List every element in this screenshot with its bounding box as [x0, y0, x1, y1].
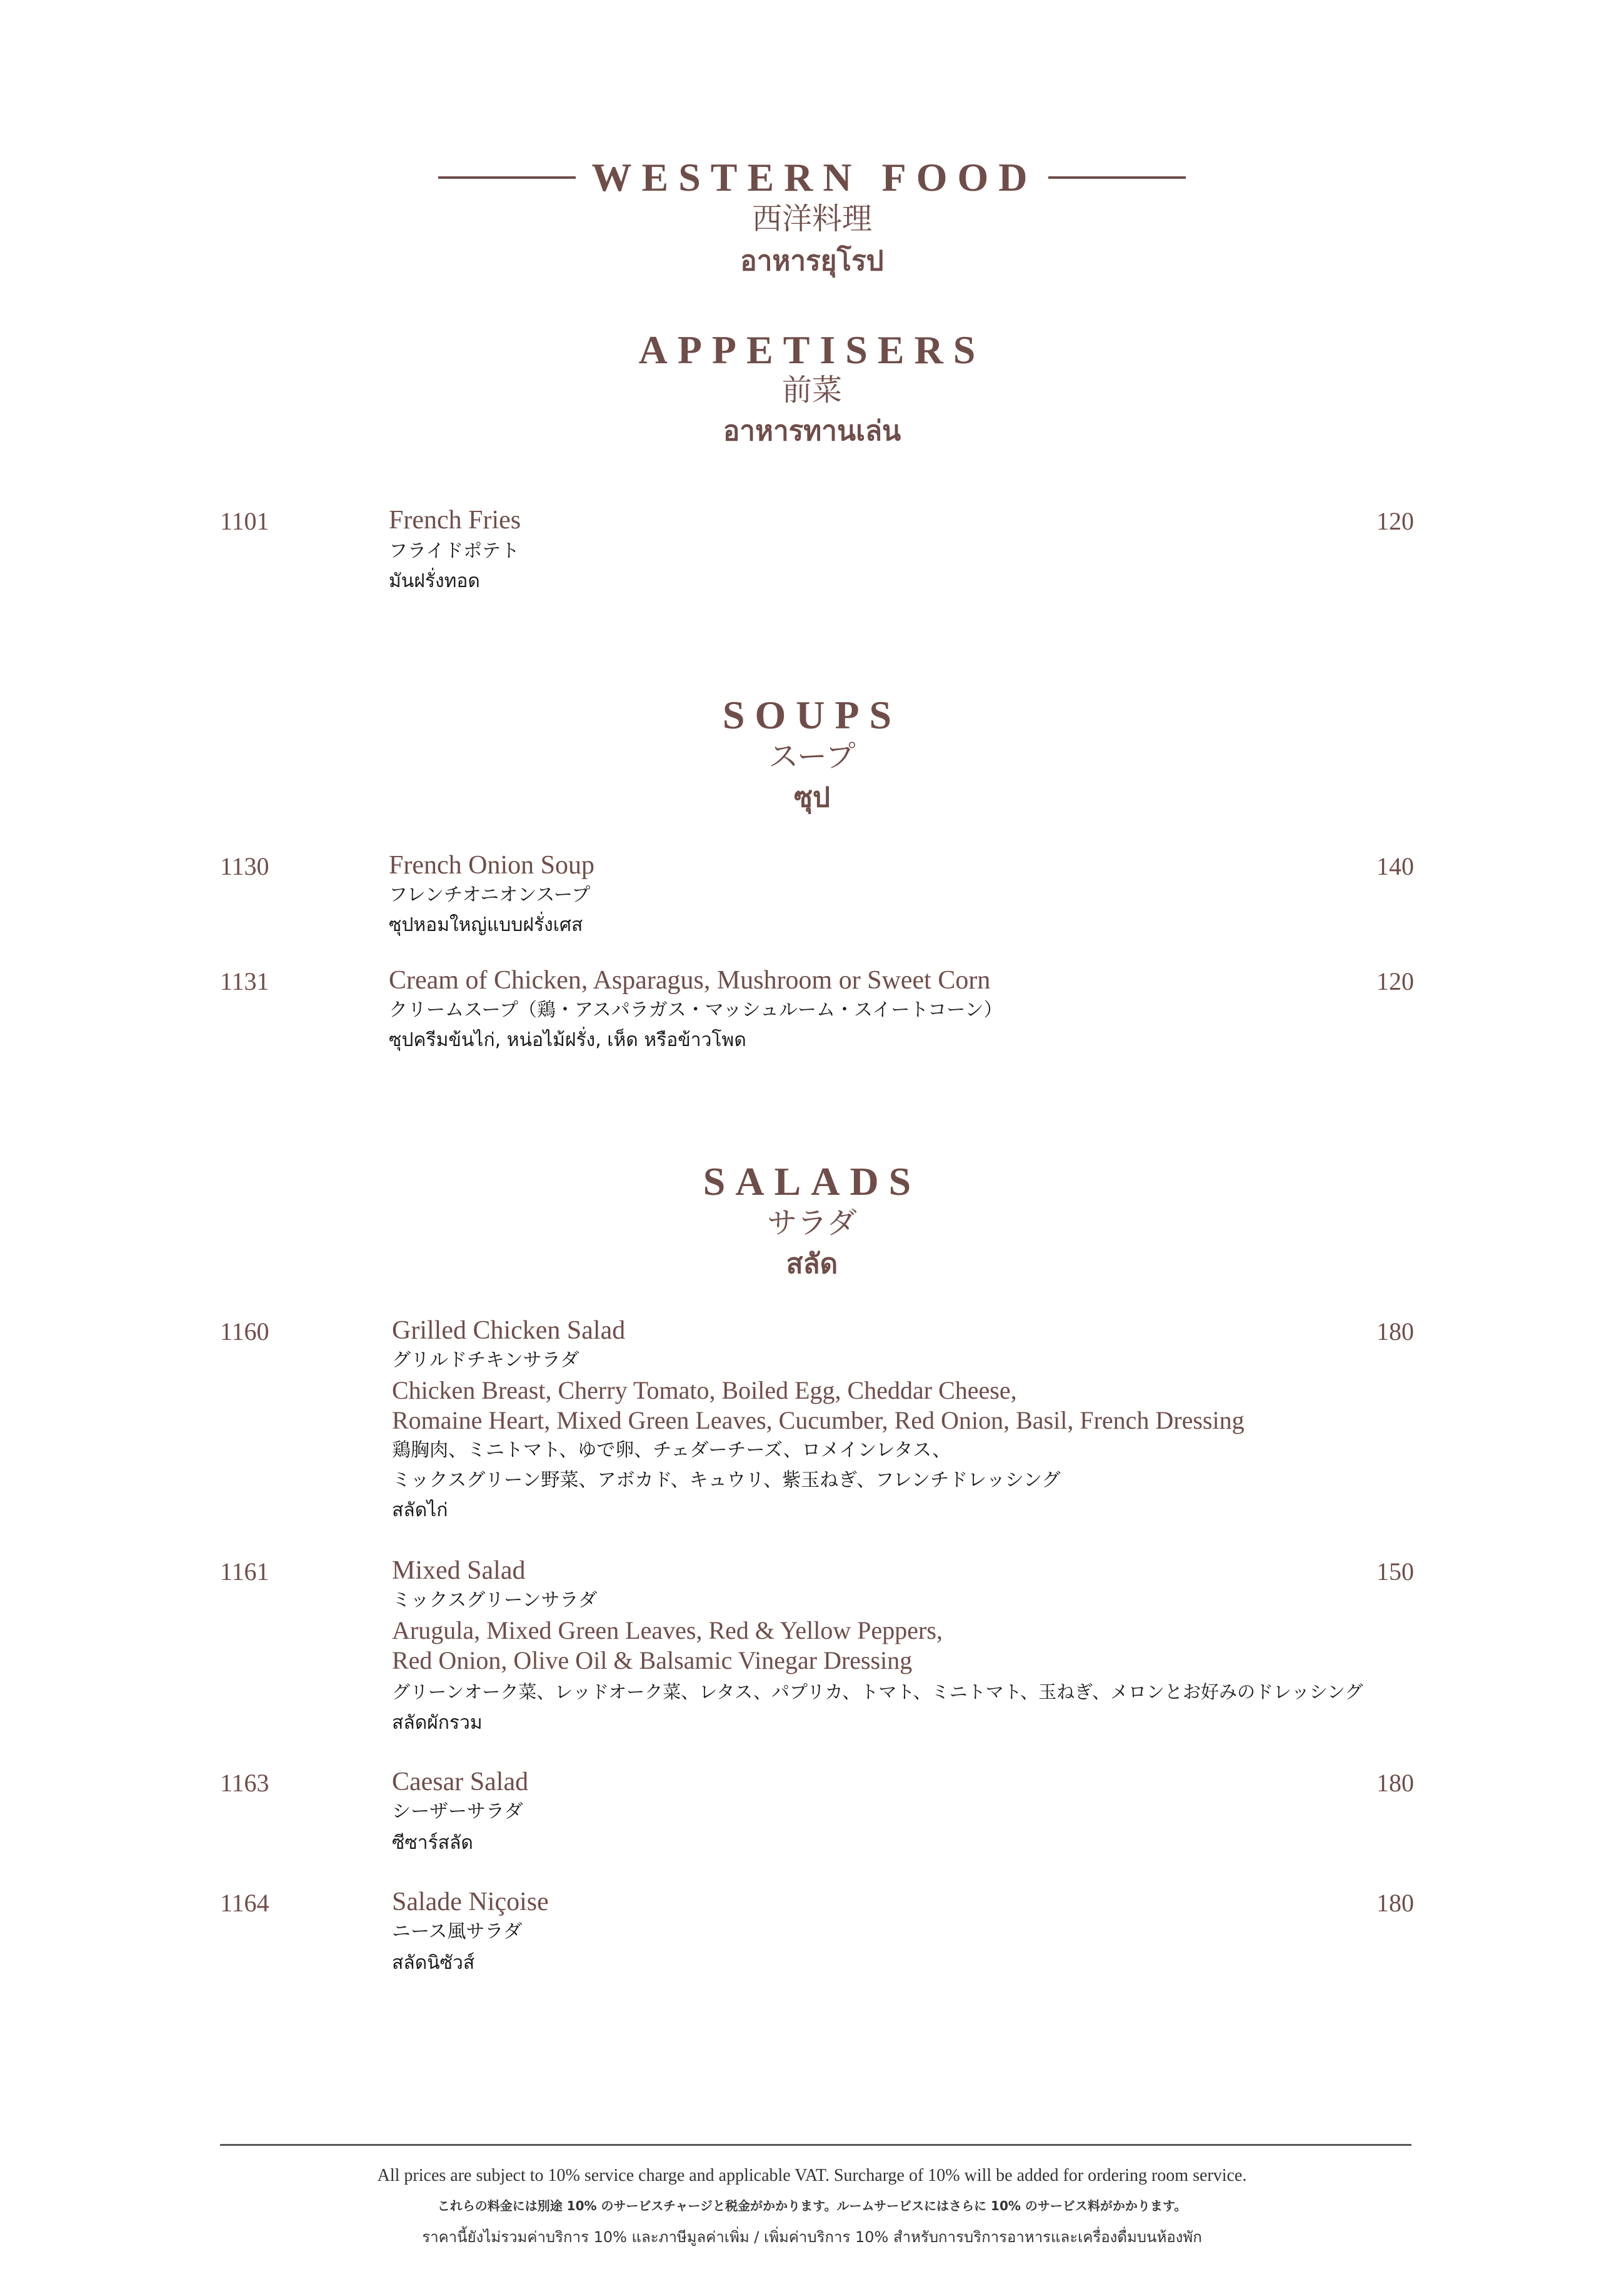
item-name-th: ซุปครีมข้นไก่, หน่อไม้ฝรั่ง, เห็ด หรือข้าวโพด — [389, 1029, 746, 1051]
footer-divider — [220, 2144, 1411, 2146]
item-name-jp: フレンチオニオンスープ — [389, 884, 591, 906]
item-code: 1163 — [220, 1769, 269, 1797]
footer-note-jp: これらの料金には別途 10% のサービスチャージと税金がかかります。ルームサービスにはさらに 10% のサービス料がかかります。 — [437, 2198, 1187, 2213]
item-name-jp: ニース風サラダ — [392, 1921, 523, 1943]
item-name-jp: ミックスグリーンサラダ — [392, 1589, 598, 1611]
item-name: French Onion Soup — [389, 851, 594, 880]
item-name: French Fries — [389, 506, 521, 535]
item-name: Cream of Chicken, Asparagus, Mushroom or Sweet Corn — [389, 966, 991, 995]
item-name-jp: フライドポテト — [389, 540, 520, 562]
title-rule-left — [438, 176, 576, 179]
item-name: Salade Niçoise — [392, 1888, 549, 1916]
item-name-th: มันฝรั่งทอด — [389, 570, 480, 592]
item-description-line1: Chicken Breast, Cherry Tomato, Boiled Egg, Cheddar Cheese, — [392, 1376, 1017, 1404]
salads-title-th: สลัด — [786, 1248, 838, 1280]
item-price: 120 — [1376, 507, 1414, 535]
item-name-th: สลัดนิซัวส์ — [392, 1952, 475, 1974]
item-code: 1160 — [220, 1317, 269, 1346]
item-name-th: ซุปหอมใหญ่แบบฝรั่งเศส — [389, 914, 583, 936]
item-code: 1131 — [220, 967, 269, 995]
main-title: WESTERN FOOD — [591, 155, 1038, 199]
soups-title-th: ซุป — [794, 782, 830, 813]
item-name: Mixed Salad — [392, 1556, 526, 1585]
item-price: 150 — [1376, 1557, 1414, 1586]
item-name-th: ซีซาร์สลัด — [392, 1832, 473, 1854]
main-title-row — [0, 155, 1624, 199]
salads-title-jp: サラダ — [767, 1205, 857, 1240]
item-name-jp: クリームスープ（鶏・アスパラガス・マッシュルーム・スイートコーン） — [389, 999, 1003, 1021]
item-code: 1101 — [220, 507, 269, 535]
item-name-th: สลัดไก่ — [392, 1499, 448, 1521]
main-title-th: อาหารยุโรป — [740, 245, 884, 277]
item-name-jp: シーザーサラダ — [392, 1801, 523, 1823]
item-code: 1161 — [220, 1557, 269, 1586]
item-price: 120 — [1376, 967, 1414, 995]
salads-title: SALADS — [703, 1159, 921, 1204]
item-price: 180 — [1376, 1889, 1414, 1917]
item-code: 1130 — [220, 852, 269, 880]
item-description-jp: グリーンオーク菜、レッドオーク菜、レタス、パプリカ、トマト、ミニトマト、玉ねぎ、メロンとお好みのドレッシング — [392, 1681, 1363, 1703]
item-description-line1: Arugula, Mixed Green Leaves, Red & Yellow Peppers, — [392, 1616, 943, 1644]
item-code: 1164 — [220, 1889, 269, 1917]
item-description-line2: Romaine Heart, Mixed Green Leaves, Cucumber, Red Onion, Basil, French Dressing — [392, 1406, 1245, 1434]
item-price: 180 — [1376, 1317, 1414, 1346]
soups-title: SOUPS — [722, 693, 902, 737]
item-price: 180 — [1376, 1769, 1414, 1797]
item-name-jp: グリルドチキンサラダ — [392, 1349, 579, 1371]
item-name: Grilled Chicken Salad — [392, 1316, 626, 1345]
footer-note-th: ราคานี้ยังไม่รวมค่าบริการ 10% และภาษีมูลค่าเพิ่ม / เพิ่มค่าบริการ 10% สำหรับการบริการอาหารและเครื่องดื่มบนห้องพัก — [422, 2228, 1202, 2246]
item-price: 140 — [1376, 852, 1414, 880]
title-rule-right — [1048, 176, 1186, 179]
item-name: Caesar Salad — [392, 1768, 529, 1796]
item-description-line2: Red Onion, Olive Oil & Balsamic Vinegar Dressing — [392, 1646, 913, 1674]
appetisers-title-th: อาหารทานเล่น — [723, 415, 901, 447]
appetisers-title-jp: 前菜 — [781, 373, 842, 408]
item-description-jp-line1: 鶏胸肉、ミニトマト、ゆで卵、チェダーチーズ、ロメインレタス、 — [392, 1439, 951, 1461]
item-description-jp-line2: ミックスグリーン野菜、アボカド、キュウリ、紫玉ねぎ、フレンチドレッシング — [392, 1469, 1061, 1491]
item-name-th: สลัดผักรวม — [392, 1712, 483, 1734]
soups-title-jp: スープ — [768, 739, 856, 774]
footer-note-en: All prices are subject to 10% service charge and applicable VAT. Surcharge of 10% will be added for ordering room service. — [377, 2166, 1247, 2185]
appetisers-title: APPETISERS — [638, 328, 986, 372]
main-title-jp: 西洋料理 — [751, 201, 872, 236]
